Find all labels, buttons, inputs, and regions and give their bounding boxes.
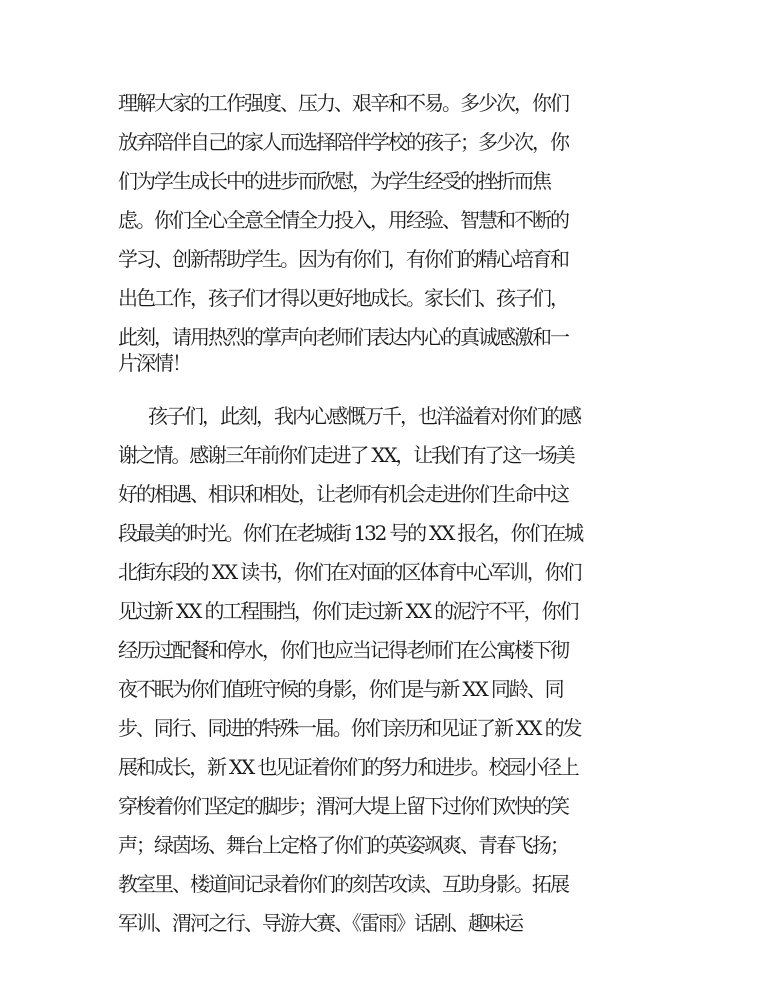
paragraph-1-line-3: 们为学生成长中的进步而欣慰，为学生经受的挫折而焦 xyxy=(118,169,550,193)
paragraph-2-line-2: 谢之情。感谢三年前你们走进了 XX，让我们有了这一场美 xyxy=(118,443,574,467)
paragraph-1-line-4: 虑。你们全心全意全情全力投入，用经验、智慧和不断的 xyxy=(118,208,568,232)
paragraph-2-line-7: 经历过配餐和停水，你们也应当记得老师们在公寓楼下彻 xyxy=(118,638,568,662)
paragraph-2-line-14: 军训、渭河之行、导游大赛、《雷雨》话剧、趣味运 xyxy=(118,911,522,935)
paragraph-1-line-8: 片深情！ xyxy=(118,351,190,375)
paragraph-2-line-11: 穿梭着你们坚定的脚步；渭河大堤上留下过你们欢快的笑 xyxy=(118,794,568,818)
paragraph-1-line-6: 出色工作，孩子们才得以更好地成长。家长们、孩子们， xyxy=(118,286,568,310)
paragraph-2-line-12: 声；绿茵场、舞台上定格了你们的英姿飒爽、青春飞扬； xyxy=(118,833,568,857)
paragraph-2-line-8: 夜不眠为你们值班守候的身影，你们是与新 XX 同龄、同 xyxy=(118,677,563,701)
paragraph-2-line-1: 孩子们，此刻，我内心感慨万千，也洋溢着对你们的感 xyxy=(148,404,580,428)
paragraph-2-line-4: 段最美的时光。你们在老城街 132 号的 XX 报名，你们在城 xyxy=(118,521,582,545)
paragraph-1-line-5: 学习、创新帮助学生。因为有你们，有你们的精心培育和 xyxy=(118,247,568,271)
paragraph-2-line-9: 步、同行、同进的特殊一届。你们亲历和见证了新 XX 的发 xyxy=(118,716,581,740)
paragraph-2-line-3: 好的相遇、相识和相处，让老师有机会走进你们生命中这 xyxy=(118,482,568,506)
paragraph-2-line-13: 教室里、楼道间记录着你们的刻苦攻读、互助身影。拓展 xyxy=(118,872,568,896)
paragraph-1-line-7: 此刻，请用热烈的掌声向老师们表达内心的真诚感激和一 xyxy=(118,325,568,349)
paragraph-2-line-6: 见过新 XX 的工程围挡，你们走过新 XX 的泥泞不平，你们 xyxy=(118,599,578,623)
paragraph-2-line-10: 展和成长，新 XX 也见证着你们的努力和进步。校园小径上 xyxy=(118,755,578,779)
paragraph-1-line-2: 放弃陪伴自己的家人而选择陪伴学校的孩子；多少次，你 xyxy=(118,130,568,154)
paragraph-2-line-5: 北街东段的 XX 读书，你们在对面的区体育中心军训，你们 xyxy=(118,560,581,584)
paragraph-1-line-1: 理解大家的工作强度、压力、艰辛和不易。多少次，你们 xyxy=(118,91,568,115)
